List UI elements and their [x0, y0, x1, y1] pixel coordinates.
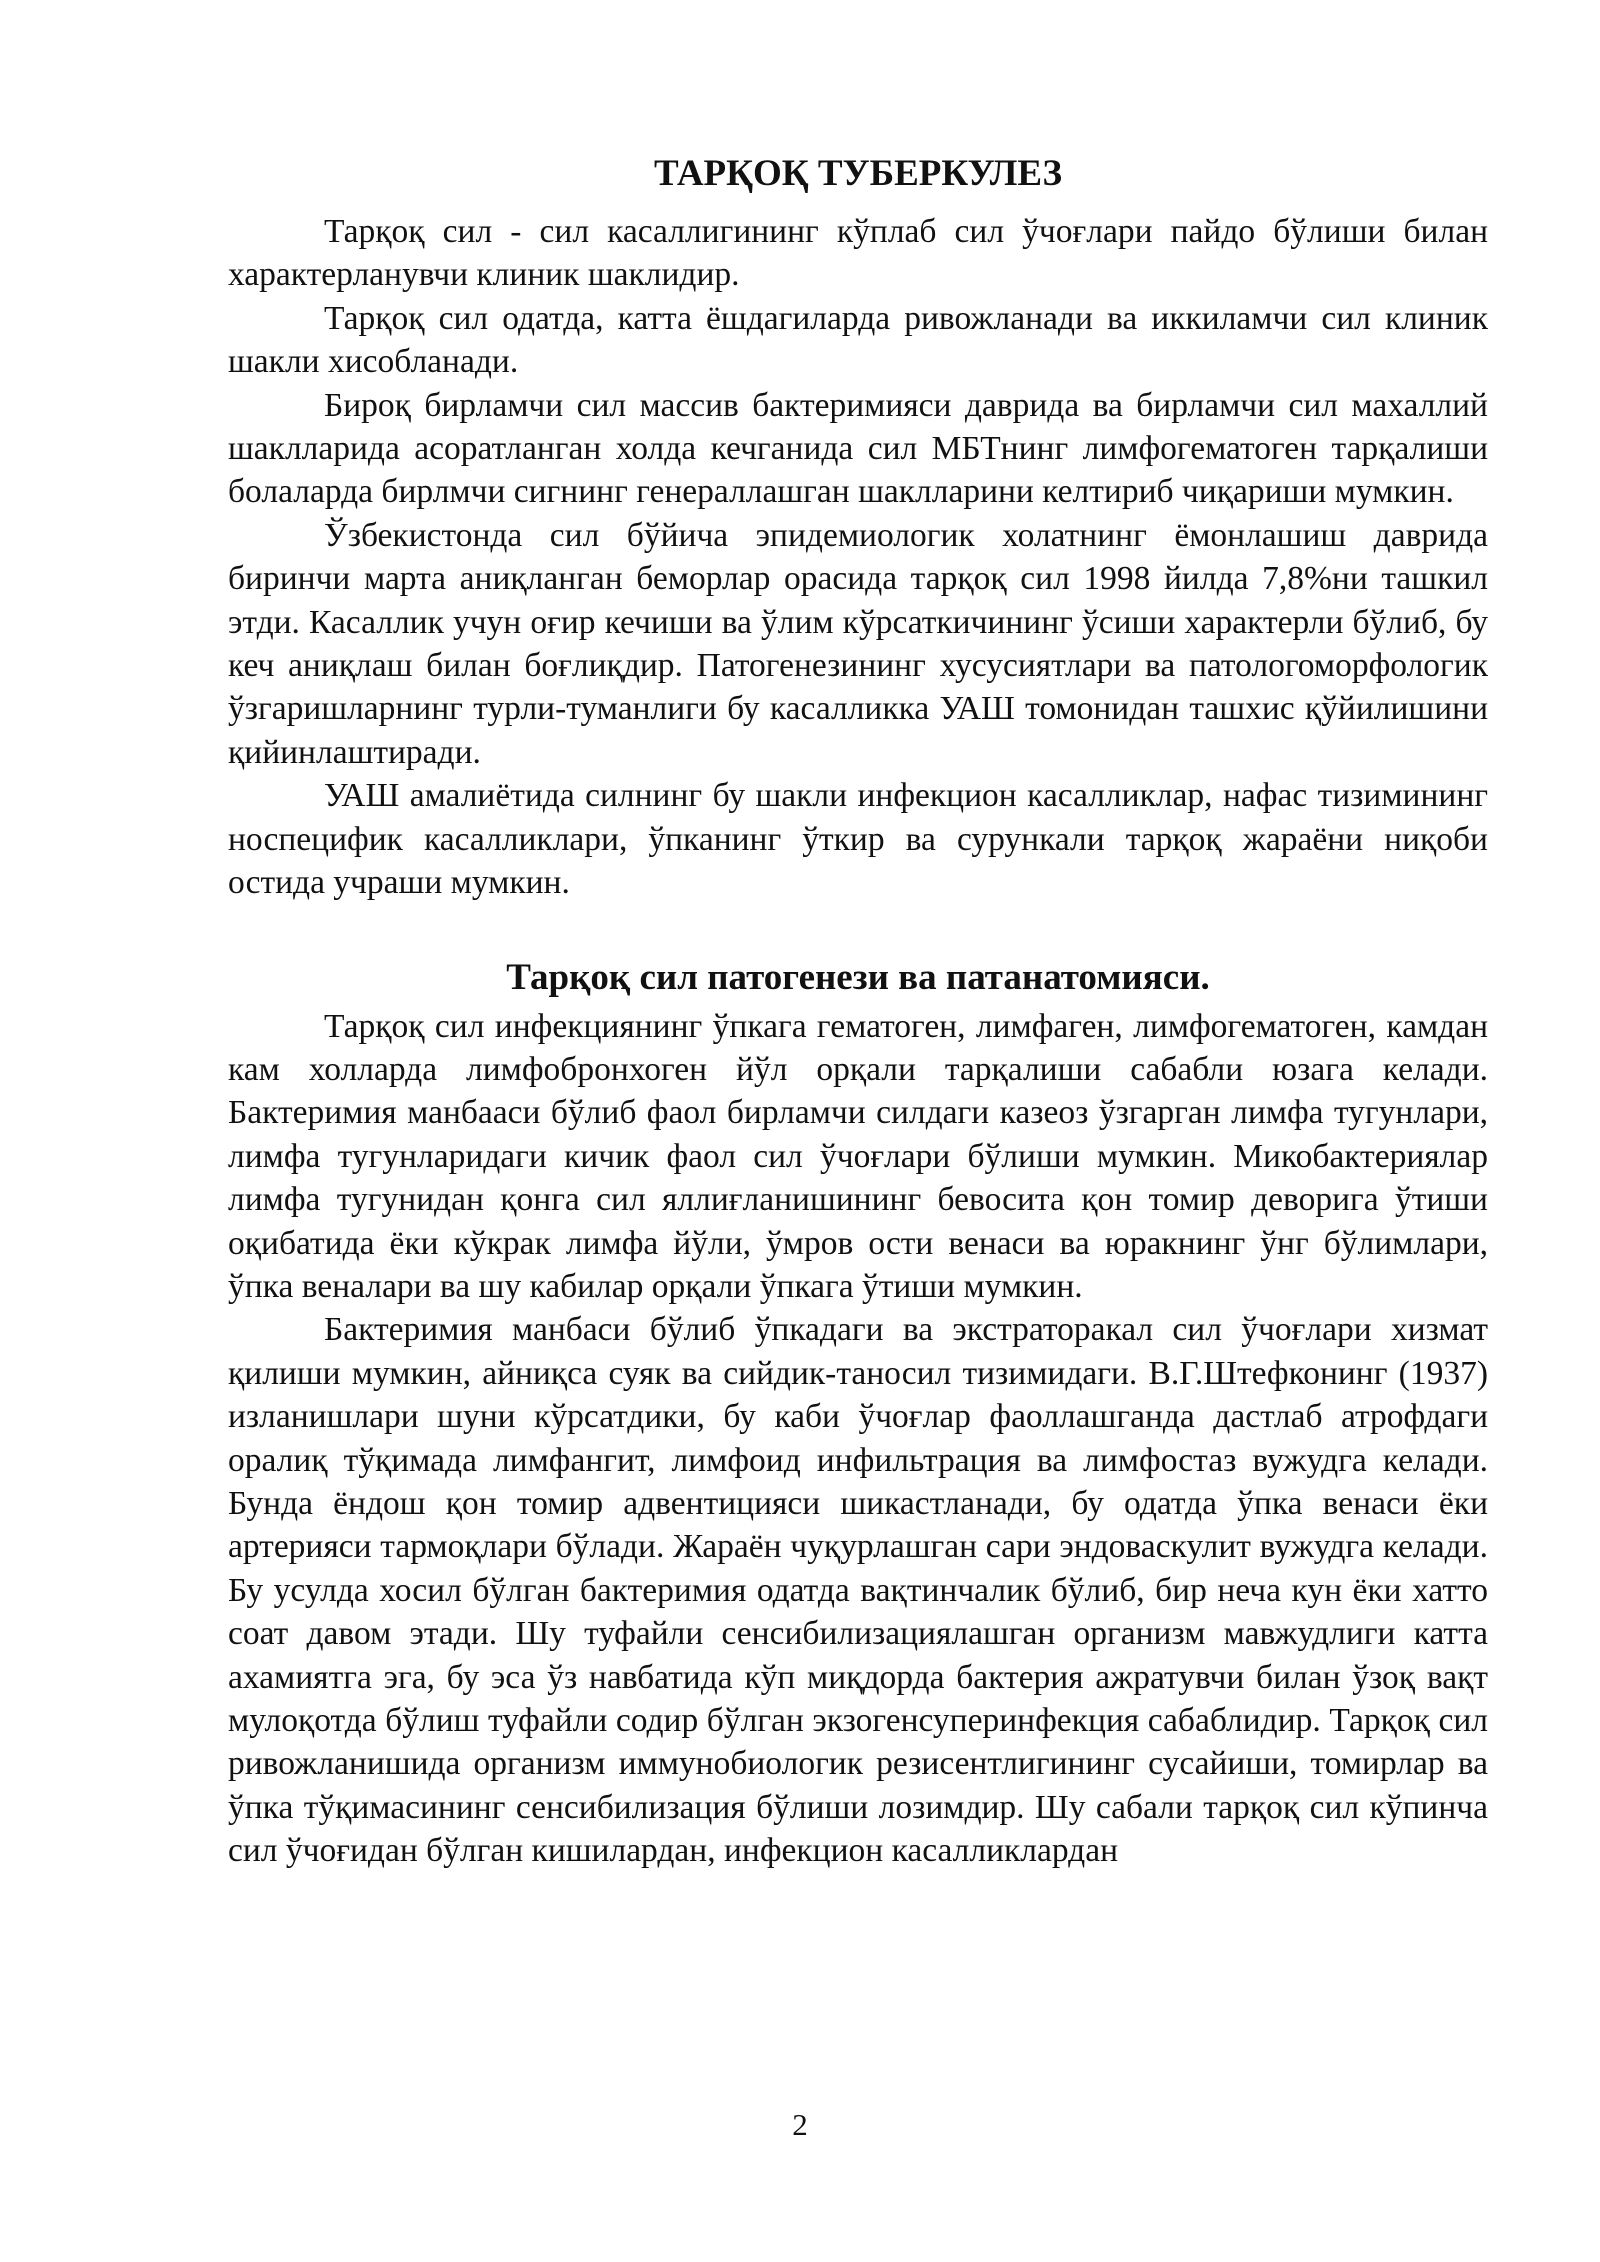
paragraph: УАШ амалиётида силнинг бу шакли инфекцион касалликлар, нафас тизимининг носпецифик касалликлари, ўпканинг ўткир ва сурункали тарқоқ жараёни ниқоби остида учраши мумкин.	[228, 777, 1488, 902]
document-title: ТАРҚОҚ ТУБЕРКУЛЕЗ	[653, 153, 1062, 194]
page-number: 2	[792, 2107, 808, 2142]
paragraph: Тарқоқ сил одатда, катта ёшдагиларда ривожланади ва иккиламчи сил клиник шакли хисобланади.	[228, 299, 1488, 381]
paragraph: Тарқоқ сил - сил касаллигининг кўплаб сил ўчоғлари пайдо бўлиши билан характерланувчи клиник шаклидир.	[228, 213, 1488, 294]
intro-section	[228, 210, 1488, 905]
paragraph: Ўзбекистонда сил бўйича эпидемиологик холатнинг ёмонлашиш даврида биринчи марта аниқланган беморлар орасида тарқоқ сил 1998 йилда 7,8%ни ташкил этди. Касаллик учун оғир кечиши ва ўлим кўрсаткичининг ўсиши характерли бўлиб, бу кеч аниқлаш билан боғлиқдир. Патогенезининг хусусиятлари ва патологоморфологик ўзгаришларнинг турли-туманлиги бу касалликка УАШ томонидан ташхис қўйилишини қийинлаштиради.	[228, 516, 1488, 771]
document-page	[228, 150, 1488, 1873]
section-title: Тарқоқ сил патогенези ва патанатомияси.	[506, 956, 1210, 998]
paragraph: Бактеримия манбаси бўлиб ўпкадаги ва экстраторакал сил ўчоғлари хизмат қилиши мумкин, айниқса суяк ва сийдик-таносил тизимидаги. В.Г.Штефконинг (1937) изланишлари шуни кўрсатдики, бу каби ўчоғлар фаоллашганда дастлаб атрофдаги оралиқ тўқимада лимфангит, лимфоид инфильтрация ва лимфостаз вужудга келади. Бунда ёндош қон томир адвентицияси шикастланади, бу одатда ўпка венаси ёки артерияси тармоқлари бўлади. Жараён чуқурлашган сари эндоваскулит вужудга келади. Бу усулда хосил бўлган бактеримия одатда вақтинчалик бўлиб, бир неча кун ёки хатто соат давом этади. Шу туфайли сенсибилизациялашган организм мавжудлиги катта ахамиятга эга, бу эса ўз навбатида кўп миқдорда бактерия ажратувчи билан ўзоқ вақт мулоқотда бўлиш туфайли содир бўлган экзогенсуперинфекция сабаблидир. Тарқоқ сил ривожланишида организм иммунобиологик резисентлигининг сусайиши, томирлар ва ўпка тўқимасининг сенсибилизация бўлиши лозимдир. Шу сабали тарқоқ сил кўпинча сил ўчоғидан бўлган кишилардан, инфекцион касалликлардан	[228, 1311, 1488, 1870]
paragraph: Тарқоқ сил инфекциянинг ўпкага гематоген, лимфаген, лимфогематоген, камдан кам холларда лимфобронхоген йўл орқали тарқалиши сабабли юзага келади. Бактеримия манбааси бўлиб фаол бирламчи силдаги казеоз ўзгарган лимфа тугунлари, лимфа тугунларидаги кичик фаол сил ўчоғлари бўлиши мумкин. Микобактериялар лимфа тугунидан қонга сил яллиғланишининг бевосита қон томир деворига ўтиши оқибатида ёки кўкрак лимфа йўли, ўмров ости венаси ва юракнинг ўнг бўлимлари, ўпка веналари ва шу кабилар орқали ўпкага ўтиши мумкин.	[228, 1007, 1488, 1305]
paragraph: Бироқ бирламчи сил массив бактеримияси даврида ва бирламчи сил махаллий шаклларида асоратланган холда кечганида сил МБТнинг лимфогематоген тарқалиши болаларда бирлмчи сигнинг генераллашган шаклларини келтириб чиқариши мумкин.	[228, 386, 1488, 511]
pathogenesis-section	[228, 1005, 1488, 1873]
